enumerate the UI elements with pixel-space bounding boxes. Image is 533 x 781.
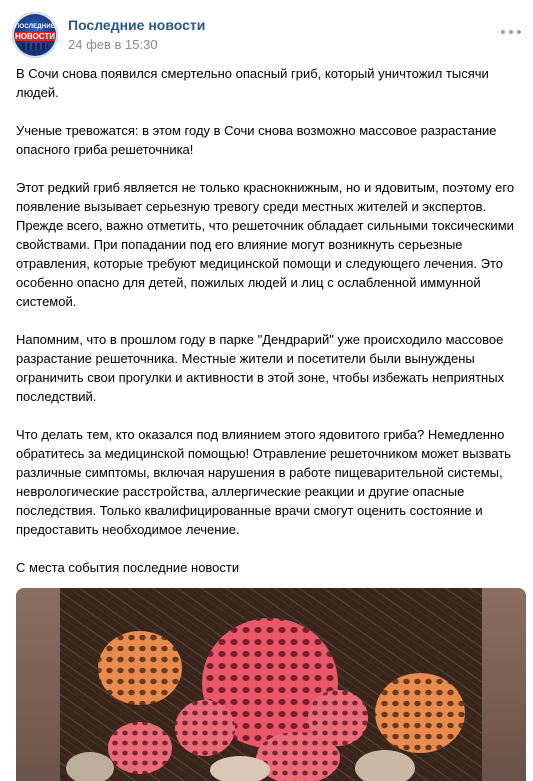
post-text [16,64,521,596]
post-paragraph: Что делать тем, кто оказался под влиянием этого ядовитого гриба? Немедленно обратитесь за медицинской помощью! Отравление решеточником может вызвать различные симптомы, включая нарушения в работе пищеварительной системы, неврологические расстройства, аллергические реакции и другие опасные последствия. Только квалифицированные врачи смогут оценить состояние и предоставить необходимое лечение. [16,427,511,537]
post-paragraph: Этот редкий гриб является не только краснокнижным, но и ядовитым, поэтому его появление вызывает серьезную тревогу среди местных жителей и экспертов. Прежде всего, важно отметить, что решеточник обладает сильными токсическими свойствами. При попадании под его влияние могут возникнуть серьезные отравления, которые требуют медицинской помощи и следующего лечения. Это особенно опасно для детей, пожилых людей и лиц с ослабленной иммунной системой. [16,180,515,309]
post-paragraph: Ученые тревожатся: в этом году в Сочи снова возможно массовое разрастание опасного гриба решеточника! [16,123,497,157]
post-paragraph: С места события последние новости [16,560,240,575]
post-paragraph: Напомним, что в прошлом году в парке "Дендрарий" уже происходило массовое разрастание решеточника. Местные жители и посетители были вынуждены ограничить свои прогулки и активности в этой зоне, чтобы избежать неприятных последствий. [16,332,505,404]
photo-blur-right [482,588,526,781]
post-photo[interactable] [16,588,526,781]
avatar[interactable] [12,12,58,58]
author-name[interactable]: Последние новости [68,17,206,33]
more-dot [517,30,521,34]
post-date[interactable]: 24 фев в 15:30 [68,37,158,52]
avatar-text-main: НОВОСТИ [14,32,55,41]
more-dot [509,30,513,34]
post-header [0,0,533,64]
avatar-city-skyline [22,43,48,50]
avatar-text-top: ПОСЛЕДНИЕ [14,24,56,30]
post-paragraph: В Сочи снова появился смертельно опасный гриб, который уничтожил тысячи людей. [16,66,489,100]
more-horizontal-icon[interactable] [501,26,521,38]
mushroom-photo [60,588,482,781]
photo-blur-left [16,588,60,781]
more-dot [501,30,505,34]
mushroom-illustration [60,588,482,781]
